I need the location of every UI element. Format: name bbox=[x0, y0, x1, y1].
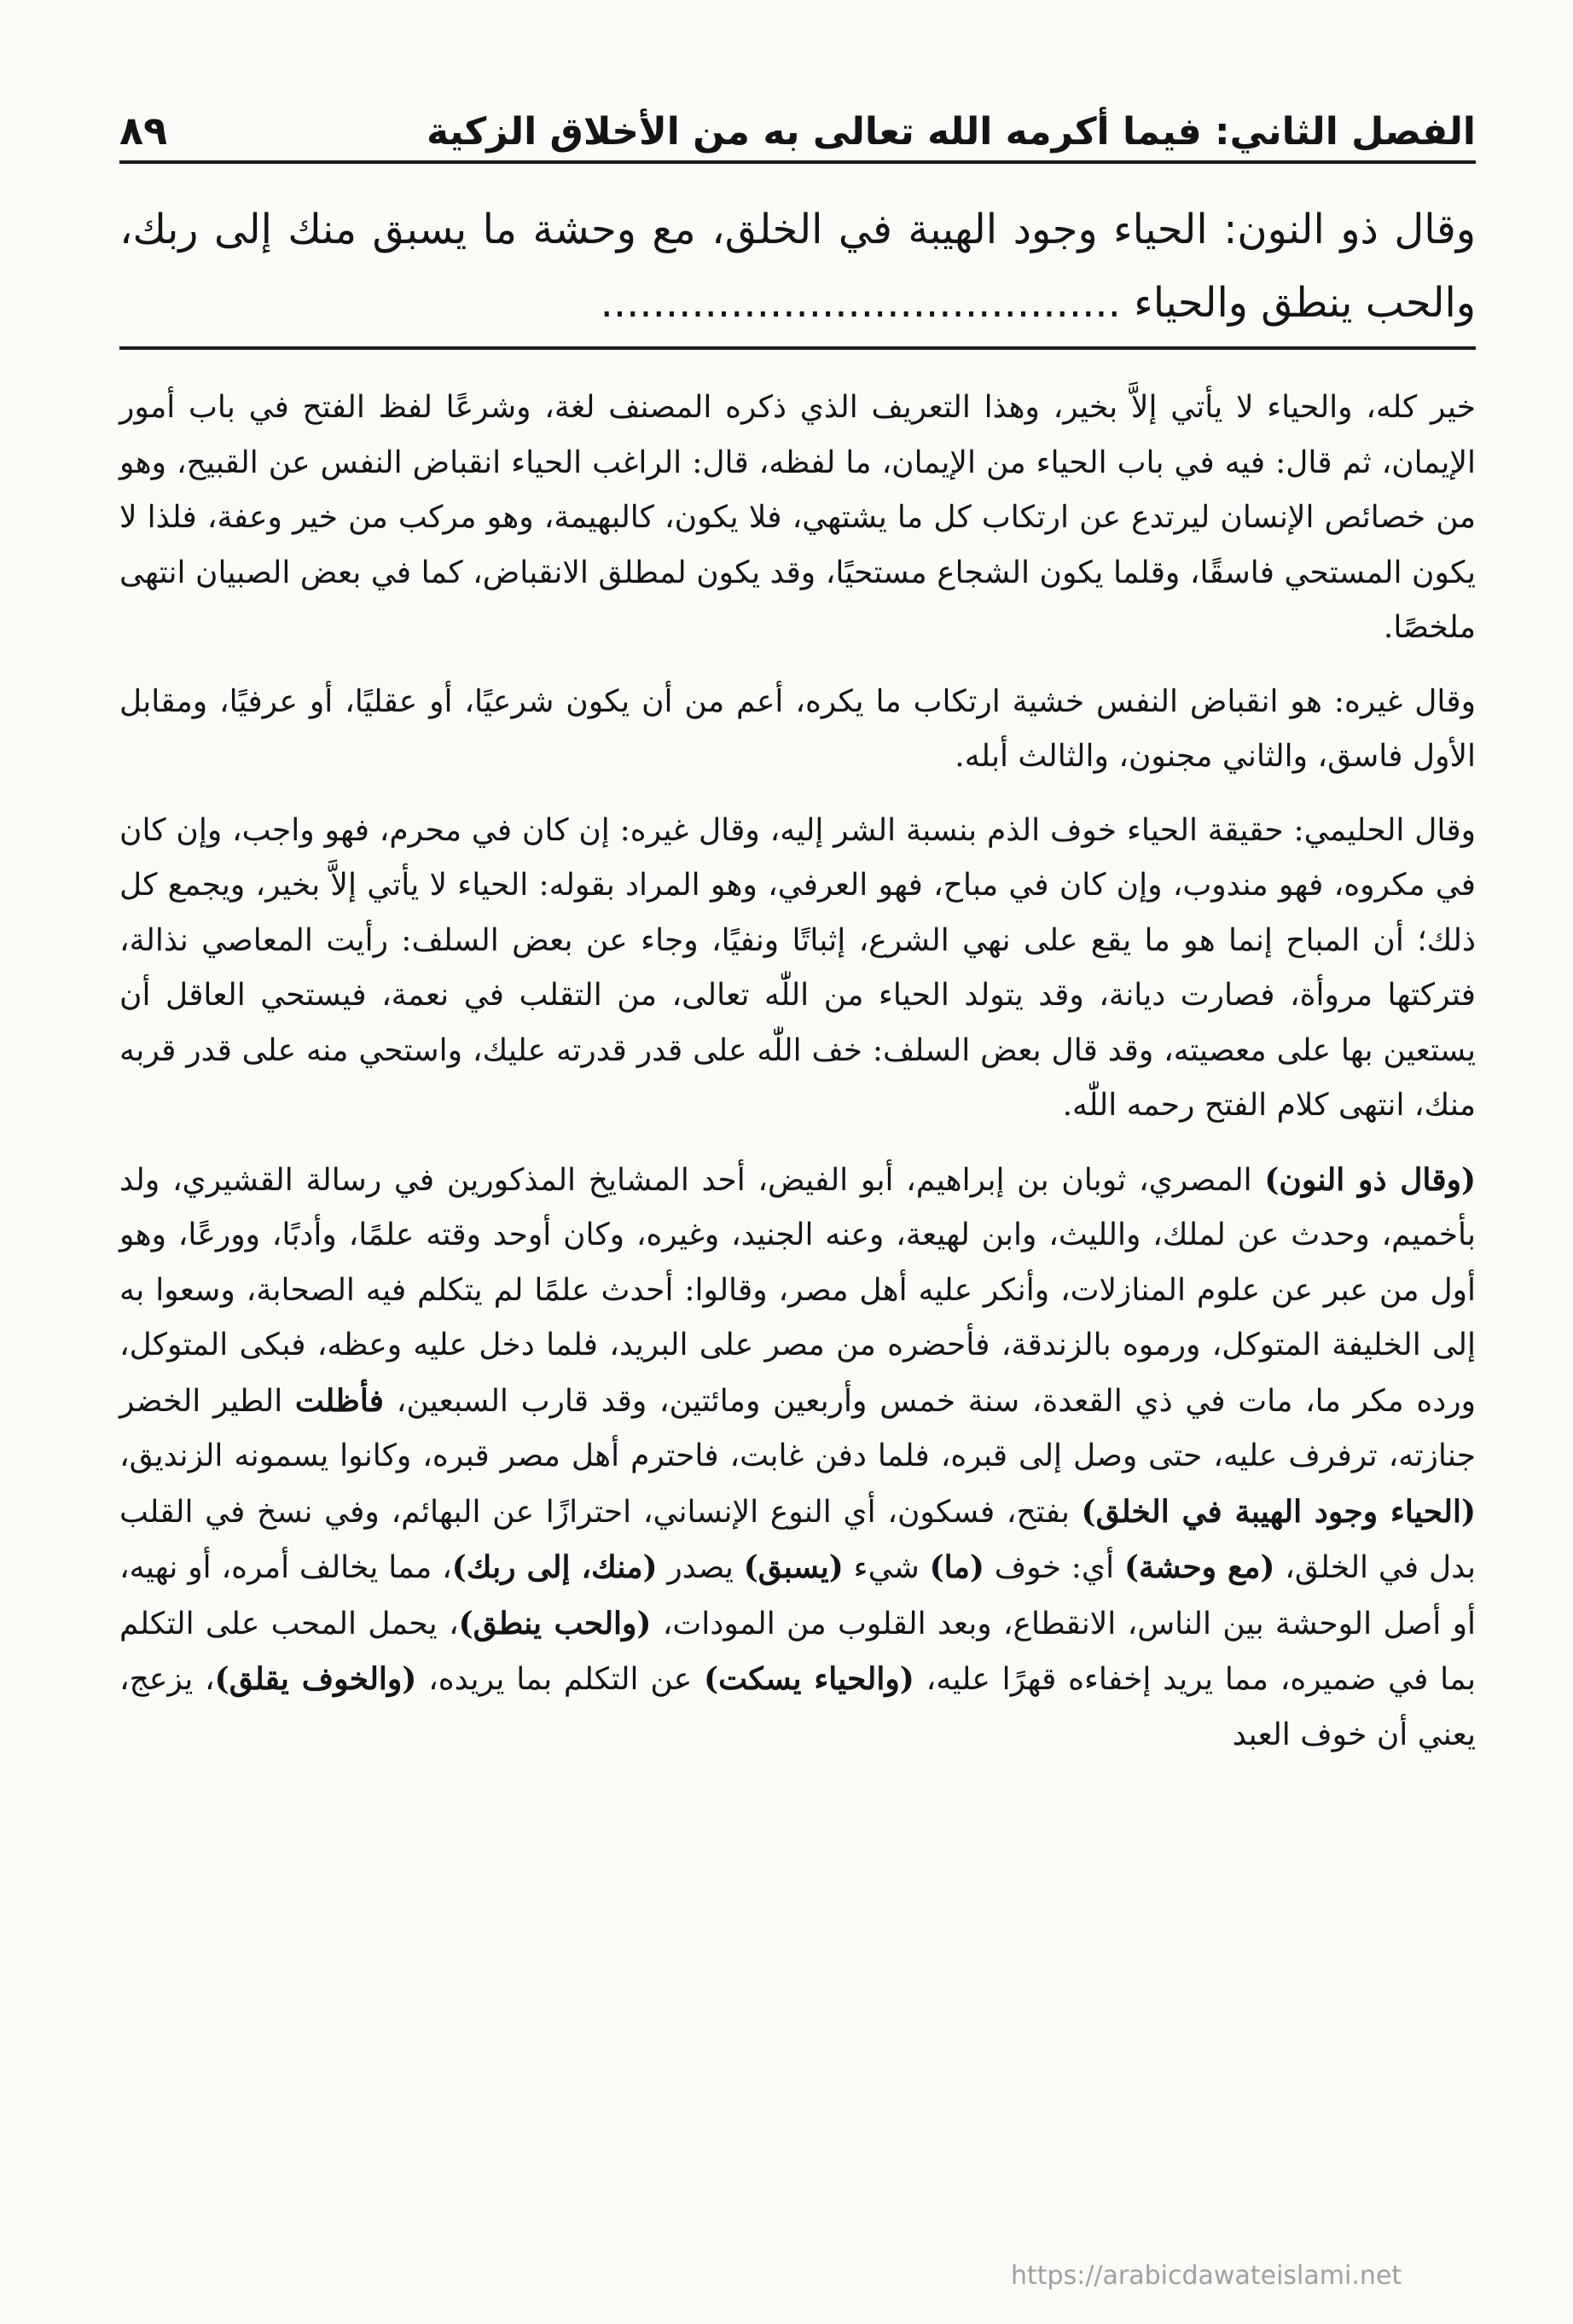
source-watermark: https://arabicdawateislami.net bbox=[1011, 2261, 1402, 2291]
commentary-text: المصري، ثوبان بن إبراهيم، أبو الفيض، أحد المشايخ المذكورين في رسالة القشيري، ولد بأخميم، وحدث عن لملك، والليث، وابن لهيعة، وعنه الجنيد، وغيره، وكان أوحد وقته علمًا، وأدبًا، وورعًا، وهو أول من عبر عن علوم المنازلات، وأنكر عليه أهل مصر، وقالوا: أحدث علمًا لم يتكلم فيه الصحابة، وسعوا به إلى الخليفة المتوكل، ورموه بالزندقة، فأحضره من مصر على البريد، فلما دخل عليه وعظه، فبكى المتوكل، ورده مكر ما، مات في ذي القعدة، سنة خمس وأربعين ومائتين، وقد قارب السبعين، bbox=[119, 1162, 1477, 1419]
quoted-phrase: (الحياء وجود الهيبة في الخلق) bbox=[1081, 1493, 1476, 1530]
commentary-text: بفتح، فسكون، أي النوع الإنساني، احترازًا عن البهائم، وفي نسخ في القلب بدل في الخلق، bbox=[119, 1494, 1477, 1585]
commentary-paragraph-4 bbox=[119, 1153, 1476, 1763]
commentary-text: يصدر bbox=[657, 1550, 744, 1585]
main-text-body: وقال ذو النون: الحياء وجود الهيبة في الخلق، مع وحشة ما يسبق منك إلى ربك، والحب ينطق والحياء bbox=[119, 206, 1476, 327]
commentary-paragraph-3: وقال الحليمي: حقيقة الحياء خوف الذم بنسبة الشر إليه، وقال غيره: إن كان في محرم، فهو واجب، وإن كان في مكروه، فهو مندوب، وإن كان في مباح، فهو العرفي، وهو المراد بقوله: الحياء لا يأتي إلاَّ بخير، ويجمع كل ذلك؛ أن المباح إنما هو ما يقع على نهي الشرع، إثباتًا ونفيًا، وجاء عن بعض السلف: رأيت المعاصي نذالة، فتركتها مروأة، فصارت ديانة، وقد يتولد الحياء من اللّٰه تعالى، من التقلب في نعمة، فيستحي العاقل أن يستعين بها على معصيته، وقد قال بعض السلف: خف اللّٰه على قدر قدرته عليك، واستحي منه على قدر قربه منك، انتهى كلام الفتح رحمه اللّٰه. bbox=[119, 812, 1476, 1123]
commentary-text: ، يحمل المحب على التكلم بما في ضميره، مما يريد إخفاءه قهرًا عليه، bbox=[119, 1606, 1476, 1697]
quoted-phrase: (والحياء يسكت) bbox=[704, 1661, 914, 1697]
commentary-text: شيء bbox=[843, 1550, 930, 1585]
commentary-text: ، مما يخالف أمره، أو نهيه، أو أصل الوحشة بين الناس، الانقطاع، وبعد القلوب من المودات، bbox=[119, 1550, 1477, 1641]
book-page bbox=[119, 94, 1476, 2278]
quoted-phrase: (مع وحشة) bbox=[1123, 1549, 1275, 1585]
commentary-text: أي: خوف bbox=[984, 1550, 1124, 1585]
quoted-phrase: (ما) bbox=[929, 1549, 984, 1585]
quoted-phrase: فأظلت bbox=[294, 1382, 385, 1419]
chapter-title: الفصل الثاني: فيما أكرمه الله تعالى به من الأخلاق الزكية bbox=[427, 110, 1476, 154]
quoted-phrase: (يسبق) bbox=[743, 1549, 844, 1585]
commentary-text: الطير الخضر جنازته، ترفرف عليه، حتى وصل إلى قبره، فلما دفن غابت، فاحترم أهل مصر قبره، وكانوا يسمونه الزنديق، bbox=[119, 1383, 1476, 1473]
quoted-phrase: (منك، إلى ربك) bbox=[451, 1549, 658, 1585]
commentary-text: ، يزعج، يعني أن خوف العبد bbox=[119, 1662, 1476, 1752]
commentary-paragraph-1: خير كله، والحياء لا يأتي إلاَّ بخير، وهذا التعريف الذي ذكره المصنف لغة، وشرعًا لفظ الفتح في باب أمور الإيمان، ثم قال: فيه في باب الحياء من الإيمان، ما لفظه، قال: الراغب الحياء انقباض النفس عن القبيح، وهو من خصائص الإنسان ليرتدع عن ارتكاب كل ما يشتهي، فلا يكون، كالبهيمة، وهو مركب من خير وعفة، فلذا لا يكون المستحي فاسقًا، وقلما يكون الشجاع مستحيًا، وقد يكون لمطلق الانقباض، كما في بعض الصبيان انتهى ملخصًا. bbox=[119, 390, 1476, 645]
commentary-text: عن التكلم بما يريده، bbox=[416, 1662, 705, 1697]
quoted-phrase: (والخوف يقلق) bbox=[214, 1661, 417, 1697]
page-header bbox=[119, 94, 1476, 164]
commentary bbox=[119, 381, 1476, 1763]
main-text-dots: ........................................ bbox=[600, 279, 1121, 327]
commentary-paragraph-2: وقال غيره: هو انقباض النفس خشية ارتكاب ما يكره، أعم من أن يكون شرعيًا، أو عقليًا، أو عرفيًا، ومقابل الأول فاسق، والثاني مجنون، والثالث أبله. bbox=[119, 683, 1476, 774]
quoted-phrase: (والحب ينطق) bbox=[458, 1605, 652, 1641]
main-text bbox=[119, 193, 1476, 350]
page-number: ٨٩ bbox=[119, 107, 168, 154]
quoted-phrase: (وقال ذو النون) bbox=[1264, 1161, 1477, 1198]
